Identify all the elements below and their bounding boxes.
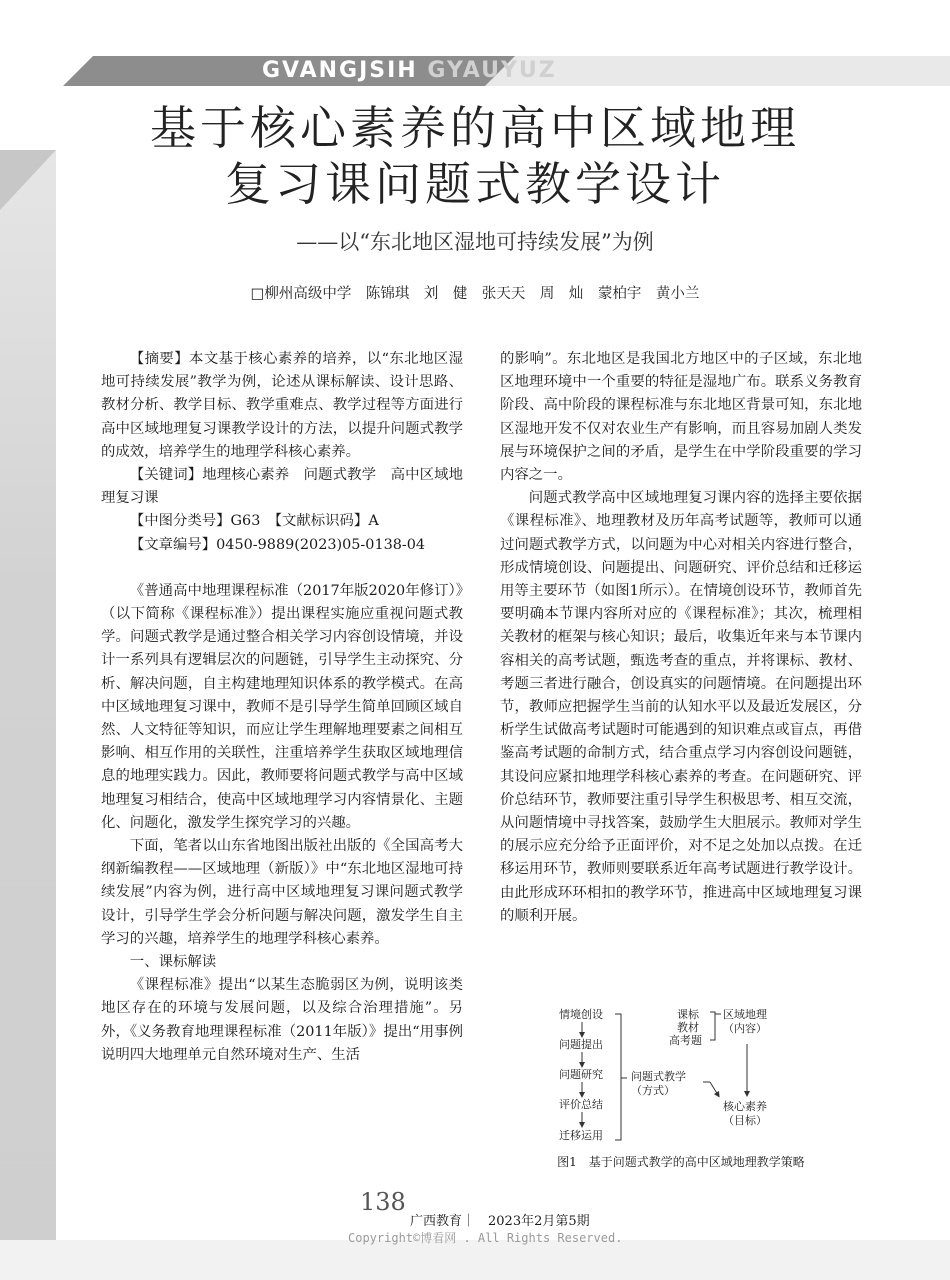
doc-code-value: A xyxy=(368,513,379,530)
core-sub: （目标） xyxy=(723,1114,767,1127)
keywords xyxy=(101,464,463,510)
step-question: 问题提出 xyxy=(559,1038,603,1051)
title-line-1: 基于核心素养的高中区域地理 xyxy=(150,101,800,155)
body-paragraph-4: 的影响”。东北地区是我国北方地区中的子区域，东北地区地理环境中一个重要的特征是湿地广布。联系义务教育阶段、高中阶段的课程标准与东北地区背景可知，东北地区湿地开发不仅对农业生产有影响，而且容易加剧人类发展与环境保护之间的矛盾，是学生在中学阶段重要的学习内容之一。 xyxy=(500,351,862,484)
keywords-label: 【关键词】 xyxy=(129,467,203,484)
article-number xyxy=(101,534,463,557)
bottom-decorative-band xyxy=(0,1240,950,1280)
source-curriculum: 课标 xyxy=(677,1008,699,1021)
source-textbook: 教材 xyxy=(677,1021,699,1034)
body-paragraph-5: 问题式教学高中区域地理复习课内容的选择主要依据《课程标准》、地理教材及历年高考试题等，教师可以通过问题式教学方式，以问题为中心对相关内容进行整合，形成情境创设、问题提出、问题研究、评价总结和迁移运用等主要环节（如图1所示）。在情境创设环节，教师首先要明确本节课内容所对应的《课程标准》；其次，梳理相关教材的框架与核心知识；最后，收集近年来与本节课内容相关的高考试题，甄选考查的重点，并将课标、教材、考题三者进行融合，创设真实的问题情境。在问题提出环节，教师应把握学生当前的认知水平以及最近发展区，分析学生试做高考试题时可能遇到的知识难点或盲点，再借鉴高考试题的命制方式，结合重点学习内容创设问题链，其设问应紧扣地理学科核心素养的考查。在问题研究、评价总结环节，教师要注重引导学生积极思考、相互交流，从问题情境中寻找答案，鼓励学生大胆展示。教师对学生的展示应充分给予正面评价，对不足之处加以点拨。在迁移运用环节，教师则要联系近年高考试题进行教学设计。由此形成环环相扣的教学环节，推进高中区域地理复习课的顺利开展。 xyxy=(500,490,862,924)
method-sub: （方式） xyxy=(631,1084,675,1097)
step-transfer: 迁移运用 xyxy=(559,1129,603,1142)
section-heading: 一、课标解读 xyxy=(129,954,217,971)
right-column xyxy=(500,348,862,928)
banner-text xyxy=(262,58,557,83)
banner-text-main: GVANGJSIH xyxy=(262,58,428,83)
step-situation: 情境创设 xyxy=(559,1008,603,1021)
classification xyxy=(101,510,463,533)
region-label: 区域地理 xyxy=(723,1008,767,1021)
region-sub: （内容） xyxy=(723,1022,767,1035)
abstract-label: 【摘要】 xyxy=(129,351,190,367)
article-number-value: 0450-9889(2023)05-0138-04 xyxy=(216,536,426,553)
keywords-text: 地理核心素养 问题式教学 高中区域地理复习课 xyxy=(101,467,463,507)
journal-footer: 广西教育｜ 2023年2月第5期 xyxy=(410,1214,590,1229)
left-column xyxy=(101,348,463,1067)
title-line-2: 复习课问题式教学设计 xyxy=(225,157,725,211)
figure-1-diagram xyxy=(555,1008,825,1148)
copyright-notice: Copyright©博看网 . All Rights Reserved. xyxy=(348,1231,623,1245)
abstract-text: 本文基于核心素养的培养，以“东北地区湿地可持续发展”教学为例，论述从课标解读、设计思路、教材分析、教学目标、教学重难点、教学过程等方面进行高中区域地理复习课教学设计的方法，以提升问题式教学的成效，培养学生的地理学科核心素养。 xyxy=(101,351,463,460)
doc-code-label: 【文献标识码】 xyxy=(274,513,369,530)
page-number: 138 xyxy=(360,1188,406,1216)
authors-line: □柳州高级中学 陈锦琪 刘 健 张天天 周 灿 蒙柏宇 黄小兰 xyxy=(250,286,700,302)
body-paragraph-3: 《课程标准》提出“以某生态脆弱区为例，说明该类地区存在的环境与发展问题，以及综合治理措施”。另外，《义务教育地理课程标准（2011年版）》提出“用事例说明四大地理单元自然环境对生产、生活 xyxy=(101,977,463,1063)
classification-label: 【中图分类号】 xyxy=(129,513,231,530)
abstract xyxy=(101,348,463,464)
core-label: 核心素养 xyxy=(723,1100,767,1113)
classification-value: G63 xyxy=(230,513,261,530)
subtitle: ——以“东北地区湿地可持续发展”为例 xyxy=(296,230,654,254)
article-number-label: 【文章编号】 xyxy=(129,536,217,553)
figure-caption: 图1 基于问题式教学的高中区域地理教学策略 xyxy=(557,1155,805,1169)
method-label: 问题式教学 xyxy=(631,1070,686,1083)
step-evaluation: 评价总结 xyxy=(559,1098,603,1111)
body-paragraph-2: 下面，笔者以山东省地图出版社出版的《全国高考大纲新编教程——区域地理（新版）》中“东北地区湿地可持续发展”内容为例，进行高中区域地理复习课问题式教学设计，引导学生学会分析问题与解决问题，激发学生自主学习的兴趣，培养学生的地理学科核心素养。 xyxy=(101,838,463,947)
left-decorative-band xyxy=(0,150,56,1240)
body-paragraph-1: 《普通高中地理课程标准（2017年版2020年修订）》（以下简称《课程标准》）提出课程实施应重视问题式教学。问题式教学是通过整合相关学习内容创设情境，并设计一系列具有逻辑层次的问题链，引导学生主动探究、分析、解决问题，自主构建地理知识体系的教学模式。在高中区域地理复习课中，教师不是引导学生简单回顾区域自然、人文特征等知识，而应让学生理解地理要素之间相互影响、相互作用的关联性，注重培养学生获取区域地理信息的地理实践力。因此，教师要将问题式教学与高中区域地理复习相结合，使高中区域地理学习内容情景化、主题化、问题化，激发学生探究学习的兴趣。 xyxy=(101,582,463,831)
step-research: 问题研究 xyxy=(559,1068,603,1081)
banner-text-faded: GYAUYUZ xyxy=(427,58,557,83)
source-exam: 高考题 xyxy=(669,1034,702,1047)
